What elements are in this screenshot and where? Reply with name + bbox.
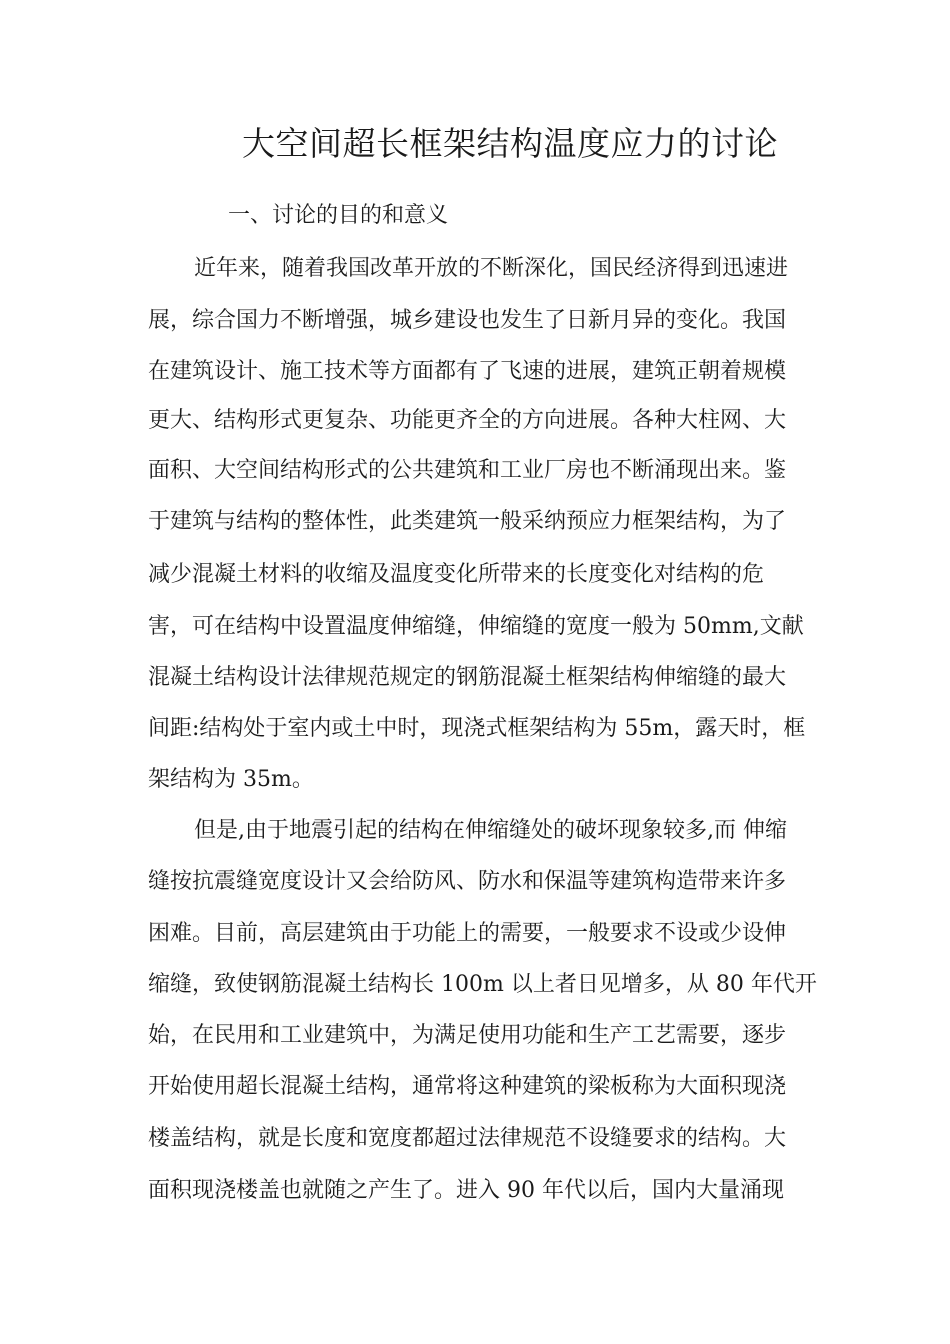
paragraph-2-line: 缝按抗震缝宽度设计又会给防风、防水和保温等建筑构造带来许多 xyxy=(148,869,787,894)
paragraph-2-line: 开始使用超长混凝土结构，通常将这种建筑的梁板称为大面积现浇 xyxy=(148,1074,787,1099)
paragraph-1-line: 更大、结构形式更复杂、功能更齐全的方向进展。各种大柱网、大 xyxy=(148,408,787,433)
paragraph-2-line: 始，在民用和工业建筑中，为满足使用功能和生产工艺需要，逐步 xyxy=(148,1023,787,1048)
paragraph-2-line: 面积现浇楼盖也就随之产生了。进入 90 年代以后，国内大量涌现 xyxy=(148,1178,784,1203)
paragraph-1-line: 近年来，随着我国改革开放的不断深化，国民经济得到迅速进 xyxy=(194,256,789,281)
paragraph-1-line: 减少混凝土材料的收缩及温度变化所带来的长度变化对结构的危 xyxy=(148,562,765,587)
paragraph-1-line: 混凝土结构设计法律规范规定的钢筋混凝土框架结构伸缩缝的最大 xyxy=(148,665,787,690)
paragraph-1-line: 在建筑设计、施工技术等方面都有了飞速的进展，建筑正朝着规模 xyxy=(148,359,787,384)
paragraph-1-line: 间距:结构处于室内或土中时，现浇式框架结构为 55m，露天时，框 xyxy=(148,716,806,741)
paragraph-2-line: 困难。目前，高层建筑由于功能上的需要，一般要求不设或少设伸 xyxy=(148,921,787,946)
paragraph-2-line: 楼盖结构，就是长度和宽度都超过法律规范不设缝要求的结构。大 xyxy=(148,1126,787,1151)
paragraph-2-line: 但是,由于地震引起的结构在伸缩缝处的破坏现象较多,而 伸缩 xyxy=(194,818,787,843)
section-heading: 一、讨论的目的和意义 xyxy=(228,203,449,228)
paragraph-1-line: 面积、大空间结构形式的公共建筑和工业厂房也不断涌现出来。鉴 xyxy=(148,458,787,483)
paragraph-2-line: 缩缝，致使钢筋混凝土结构长 100m 以上者日见增多，从 80 年代开 xyxy=(148,972,817,997)
paragraph-1-line: 于建筑与结构的整体性，此类建筑一般采纳预应力框架结构，为了 xyxy=(148,509,787,534)
paragraph-1-line: 害，可在结构中设置温度伸缩缝，伸缩缝的宽度一般为 50mm,文献 xyxy=(148,614,804,639)
paragraph-1-line: 展，综合国力不断增强，城乡建设也发生了日新月异的变化。我国 xyxy=(148,308,787,333)
document-title: 大空间超长框架结构温度应力的讨论 xyxy=(242,124,778,163)
paragraph-1-line: 架结构为 35m。 xyxy=(148,767,314,792)
